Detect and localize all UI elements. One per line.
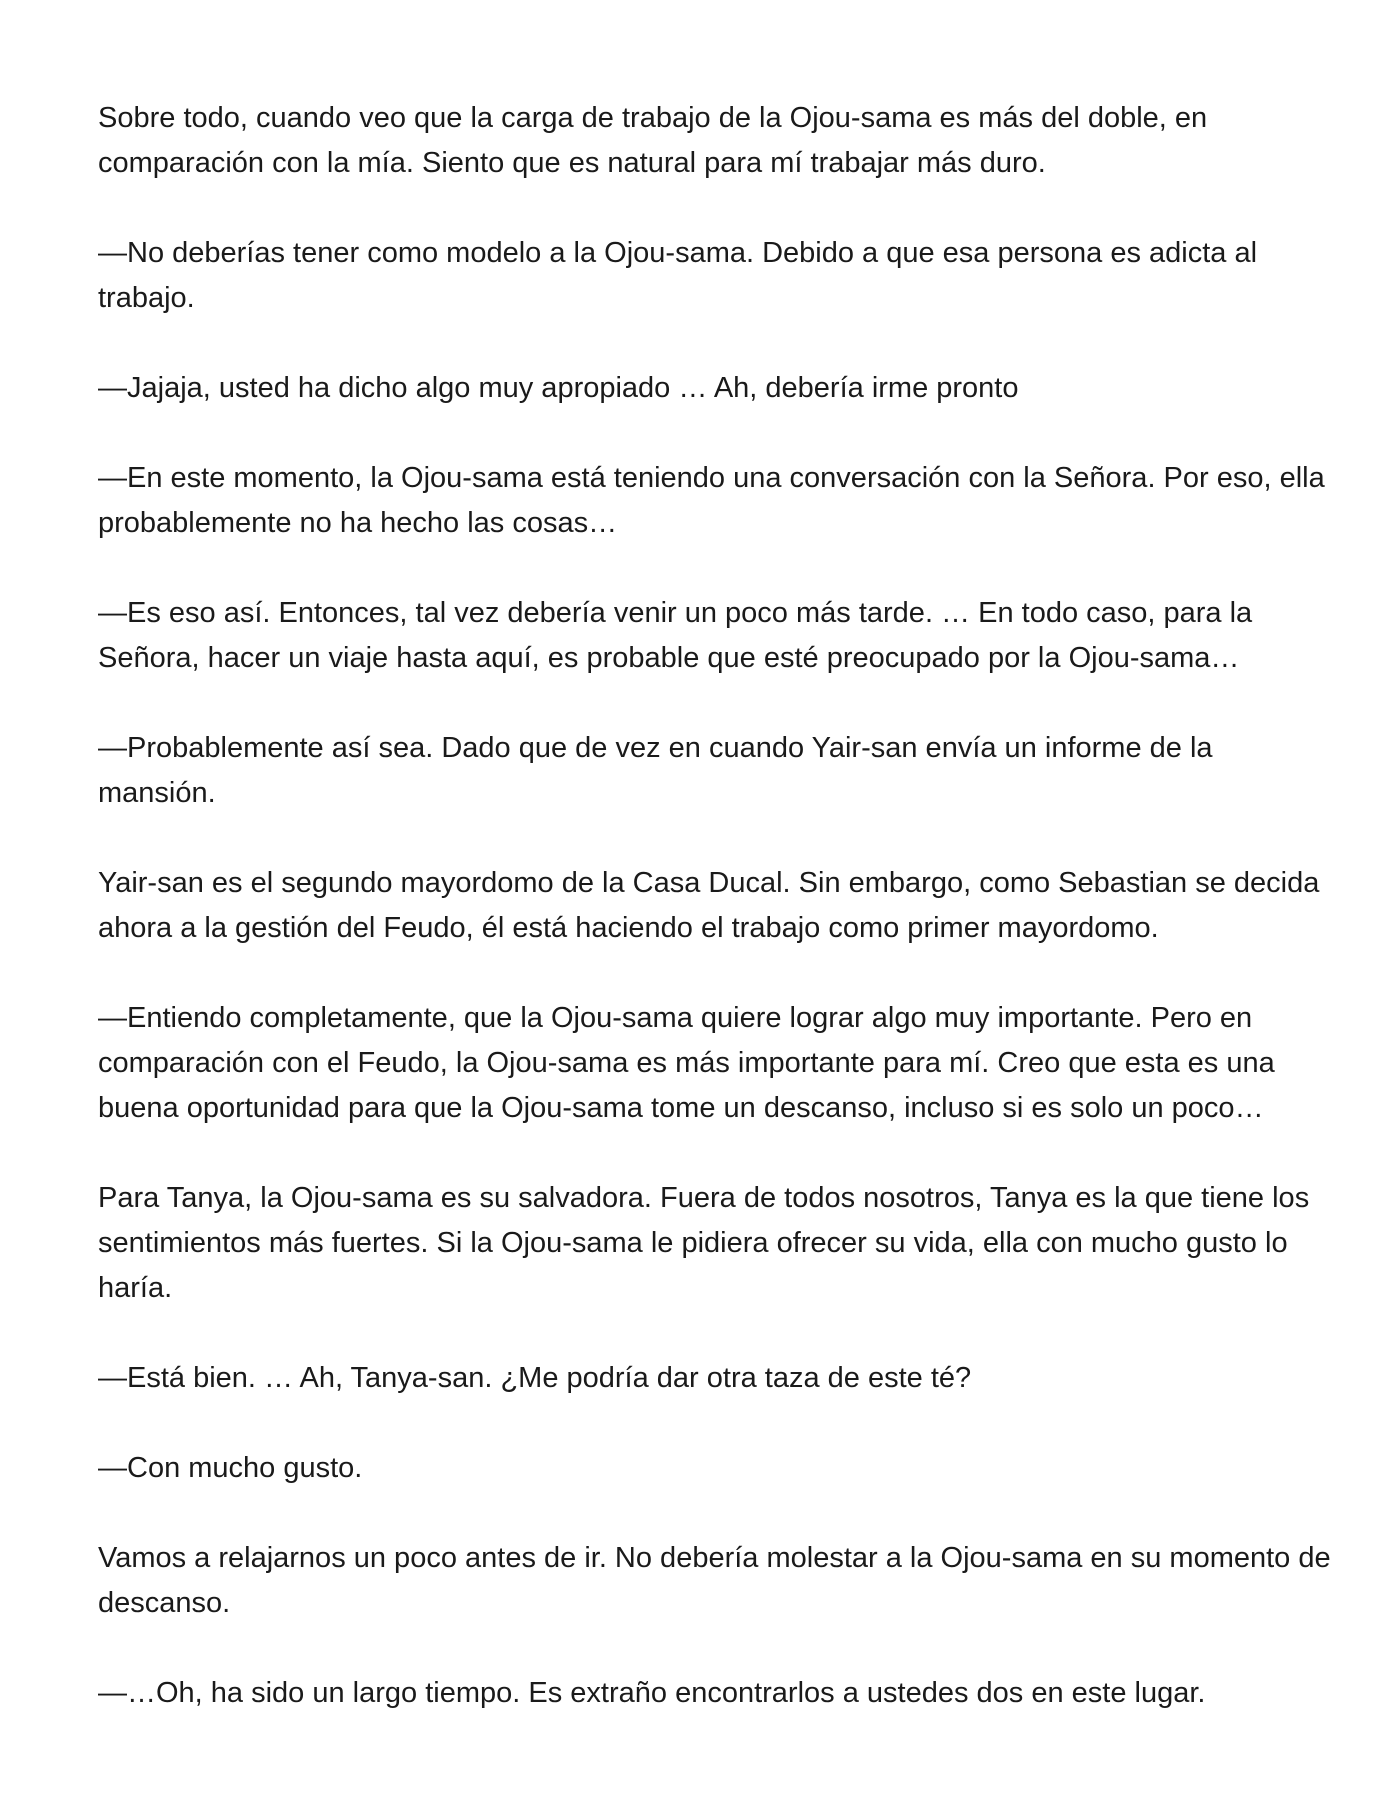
paragraph-8: —Entiendo completamente, que la Ojou-sama quiere lograr algo muy importante. Pero en comparación con el Feudo, la Ojou-sama es más importante para mí. Creo que esta es una buena oportunidad para que la Ojou-sama tome un descanso, incluso si es solo un poco… — [98, 1002, 1275, 1124]
paragraph-7: Yair-san es el segundo mayordomo de la Casa Ducal. Sin embargo, como Sebastian se decida ahora a la gestión del Feudo, él está haciendo el trabajo como primer mayordomo. — [98, 867, 1320, 944]
paragraph-9: Para Tanya, la Ojou-sama es su salvadora. Fuera de todos nosotros, Tanya es la que tiene los sentimientos más fuertes. Si la Ojou-sama le pidiera ofrecer su vida, ella con mucho gusto lo haría. — [98, 1182, 1310, 1304]
paragraph-2: —No deberías tener como modelo a la Ojou-sama. Debido a que esa persona es adicta al trabajo. — [98, 237, 1258, 314]
paragraph-12: Vamos a relajarnos un poco antes de ir. No debería molestar a la Ojou-sama en su momento de descanso. — [98, 1542, 1331, 1619]
paragraph-10: —Está bien. … Ah, Tanya-san. ¿Me podría dar otra taza de este té? — [98, 1362, 972, 1394]
document-page — [98, 96, 1338, 1761]
paragraph-4: —En este momento, la Ojou-sama está teniendo una conversación con la Señora. Por eso, ella probablemente no ha hecho las cosas… — [98, 462, 1325, 539]
paragraph-1: Sobre todo, cuando veo que la carga de trabajo de la Ojou-sama es más del doble, en comparación con la mía. Siento que es natural para mí trabajar más duro. — [98, 102, 1208, 179]
paragraph-3: —Jajaja, usted ha dicho algo muy apropiado … Ah, debería irme pronto — [98, 372, 1019, 404]
paragraph-13: —…Oh, ha sido un largo tiempo. Es extraño encontrarlos a ustedes dos en este lugar. — [98, 1677, 1206, 1709]
paragraph-5: —Es eso así. Entonces, tal vez debería venir un poco más tarde. … En todo caso, para la Señora, hacer un viaje hasta aquí, es probable que esté preocupado por la Ojou-sama… — [98, 597, 1253, 674]
paragraph-6: —Probablemente así sea. Dado que de vez en cuando Yair-san envía un informe de la mansión. — [98, 732, 1213, 809]
paragraph-11: —Con mucho gusto. — [98, 1452, 363, 1484]
